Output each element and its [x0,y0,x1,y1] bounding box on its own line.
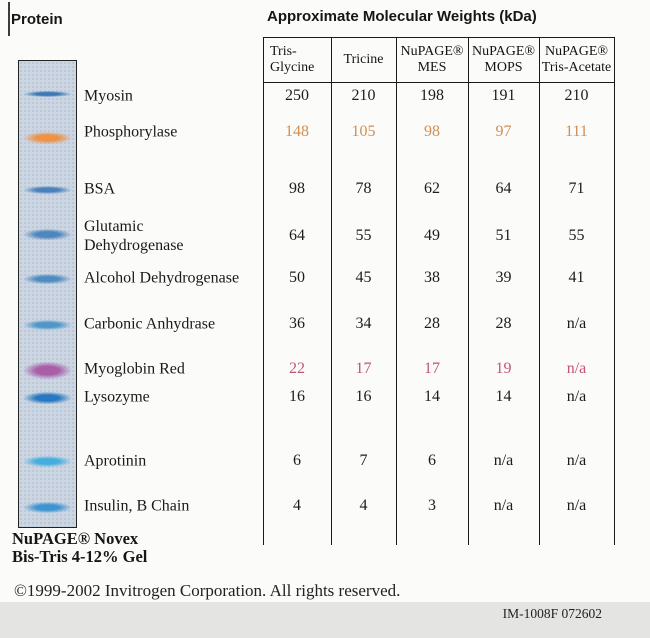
gel-caption-line2: Bis-Tris 4-12% Gel [12,546,148,566]
protein-label [84,360,185,379]
weight-value: n/a [566,497,587,514]
protein-column-title: Protein [11,11,63,28]
gel-caption-line1: NuPAGE® Novex [12,529,139,548]
weight-value: 98 [424,123,440,140]
column-separator [331,37,332,545]
weight-value: 6 [428,452,436,469]
table-column-header-line: MES [417,59,447,75]
weight-value: 6 [293,452,301,469]
weight-value: 55 [568,227,585,244]
weight-value: 97 [495,123,512,140]
weight-value: 14 [424,388,440,405]
table-column-header [397,38,467,81]
table-column-header [264,38,330,81]
table-column-header-line: Tris- [270,43,297,59]
protein-label [84,123,177,142]
weight-value: 17 [424,360,440,377]
protein-label [84,315,215,334]
weight-value: 210 [351,87,376,104]
column-separator [396,37,397,545]
weight-value: 41 [568,269,585,286]
gel-band [23,320,72,330]
column-separator [614,37,615,545]
weight-value: 191 [491,87,516,104]
protein-label [84,269,239,288]
gel-band [23,186,72,194]
protein-label [84,452,146,471]
weight-value: 51 [495,227,512,244]
protein-label [84,180,115,199]
weight-value: 55 [355,227,372,244]
weight-value: 34 [355,315,372,332]
weight-value: 3 [428,497,436,514]
weight-value: 16 [289,388,305,405]
weight-value: 64 [289,227,305,244]
weight-value: n/a [566,360,587,377]
weight-value: 7 [359,452,368,469]
weight-value: 49 [424,227,440,244]
weight-value: 210 [564,87,589,104]
table-column-header-line: NuPAGE® [471,43,536,59]
weight-value: n/a [493,452,514,469]
weight-value: 50 [289,269,305,286]
weight-value: 28 [495,315,512,332]
weight-value: 22 [289,360,305,377]
weight-value: 19 [495,360,512,377]
gel-band [23,456,72,467]
weight-value: n/a [566,315,587,332]
weight-value: 71 [568,180,585,197]
header-bottom-border [263,82,615,83]
table-title: Approximate Molecular Weights (kDa) [267,8,537,25]
margin-tick-mark [8,2,10,36]
table-column-header-line: MOPS [484,59,523,75]
column-separator [539,37,540,545]
weight-value: 98 [289,180,305,197]
weight-value: 17 [355,360,372,377]
weight-value: n/a [493,497,514,514]
table-column-header-line: NuPAGE® [400,43,464,59]
protein-label-line: Phosphorylase [84,123,178,141]
protein-label [84,217,184,255]
weight-value: 148 [285,123,309,140]
table-column-header-line: NuPAGE® [544,43,609,59]
weight-value: 16 [355,388,372,405]
protein-label-line: BSA [84,180,116,198]
weight-value: 36 [289,315,305,332]
table-column-header [469,38,538,81]
table-column-header [332,38,395,81]
table-column-header-line: Tris-Acetate [541,59,612,75]
weight-value: 64 [495,180,512,197]
gel-band [23,502,72,513]
protein-label [84,497,189,516]
gel-caption [12,530,147,565]
weight-value: 4 [359,497,368,514]
weight-value: 14 [495,388,512,405]
column-separator [468,37,469,545]
gel-band [23,229,72,240]
protein-label [84,87,133,106]
gel-band [23,274,72,284]
table-column-header-line: Tricine [343,51,384,67]
weight-value: 250 [285,87,309,104]
protein-label-line: Carbonic Anhydrase [84,315,216,333]
weight-value: 62 [424,180,440,197]
protein-label-line: Myoglobin Red [84,360,185,378]
weight-value: 198 [420,87,444,104]
table-column-header-line: Glycine [270,59,315,75]
protein-label [84,388,150,407]
protein-label-line: Glutamic [84,218,144,235]
gel-band [23,91,72,97]
protein-label-line: Dehydrogenase [84,237,184,254]
table-column-header [540,38,613,81]
protein-label-line: Aprotinin [84,452,147,470]
protein-label-line: Lysozyme [84,388,150,406]
weight-value: 111 [565,123,588,140]
protein-label-line: Myosin [84,87,133,105]
copyright-text: ©1999-2002 Invitrogen Corporation. All rights reserved. [14,581,401,600]
weight-value: 78 [355,180,372,197]
weight-value: 39 [495,269,512,286]
gel-band [23,392,72,404]
weight-value: 4 [293,497,301,514]
protein-label-line: Alcohol Dehydrogenase [84,269,240,287]
gel-lane-image [18,60,77,528]
gel-band [23,132,72,144]
gel-band [23,362,72,379]
weight-value: 28 [424,315,440,332]
document-code: IM-1008F 072602 [502,606,602,621]
weight-value: 38 [424,269,440,286]
protein-label-line: Insulin, B Chain [84,497,190,515]
weight-value: n/a [566,452,587,469]
weight-value: 105 [351,123,376,140]
column-separator [263,37,264,545]
weight-value: 45 [355,269,372,286]
weight-value: n/a [566,388,587,405]
